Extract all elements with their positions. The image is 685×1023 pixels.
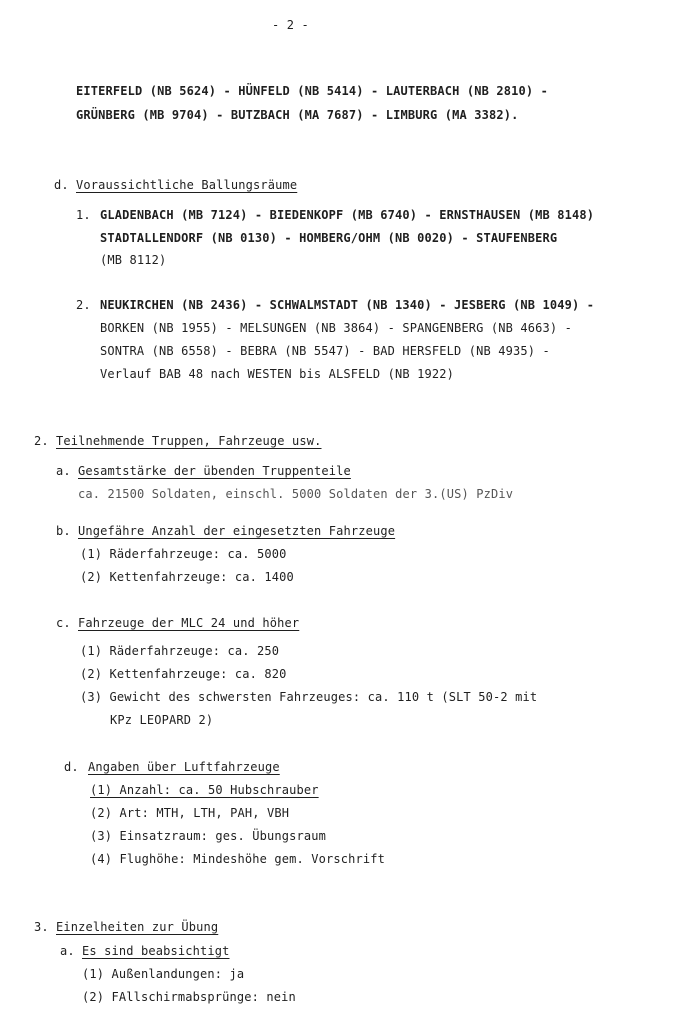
- section-3a-item-1: (1) Außenlandungen: ja: [82, 967, 245, 981]
- route-line-1: EITERFELD (NB 5624) - HÜNFELD (NB 5414) - LAUTERBACH (NB 2810) -: [76, 84, 548, 98]
- section-d-item1-line-3: (MB 8112): [100, 253, 167, 267]
- section-d-item2-line-3: SONTRA (NB 6558) - BEBRA (NB 5547) - BAD HERSFELD (NB 4935) -: [100, 344, 550, 358]
- section-2c-item-1: (1) Räderfahrzeuge: ca. 250: [80, 644, 280, 658]
- section-2c-item-3-cont: KPz LEOPARD 2): [110, 713, 214, 727]
- section-3a-heading: Es sind beabsichtigt: [82, 944, 230, 958]
- section-d-item1-line-2: STADTALLENDORF (NB 0130) - HOMBERG/OHM (NB 0020) - STAUFENBERG: [100, 231, 558, 245]
- section-2b-item-1: (1) Räderfahrzeuge: ca. 5000: [80, 547, 287, 561]
- section-2c-label: c.: [56, 616, 71, 630]
- section-d-item2-line-1: NEUKIRCHEN (NB 2436) - SCHWALMSTADT (NB 1340) - JESBERG (NB 1049) -: [100, 298, 595, 312]
- section-2-heading: Teilnehmende Truppen, Fahrzeuge usw.: [56, 434, 322, 448]
- section-d-item2-line-2: BORKEN (NB 1955) - MELSUNGEN (NB 3864) - SPANGENBERG (NB 4663) -: [100, 321, 572, 335]
- route-line-2: GRÜNBERG (MB 9704) - BUTZBACH (MA 7687) - LIMBURG (MA 3382).: [76, 108, 519, 122]
- section-2a-heading: Gesamtstärke der übenden Truppenteile: [78, 464, 351, 478]
- section-2d-heading: Angaben über Luftfahrzeuge: [88, 760, 280, 774]
- section-d-heading: Voraussichtliche Ballungsräume: [76, 178, 298, 192]
- section-2a-label: a.: [56, 464, 71, 478]
- section-2b-heading: Ungefähre Anzahl der eingesetzten Fahrzeuge: [78, 524, 396, 538]
- section-2d-label: d.: [64, 760, 79, 774]
- page-number: - 2 -: [272, 18, 309, 32]
- section-d-item1-number: 1.: [76, 208, 91, 222]
- section-3a-label: a.: [60, 944, 75, 958]
- section-d-item2-line-4: Verlauf BAB 48 nach WESTEN bis ALSFELD (NB 1922): [100, 367, 454, 381]
- section-d-label: d.: [54, 178, 69, 192]
- section-2c-heading: Fahrzeuge der MLC 24 und höher: [78, 616, 300, 630]
- section-2d-item-3: (3) Einsatzraum: ges. Übungsraum: [90, 829, 326, 843]
- section-2c-item-3: (3) Gewicht des schwersten Fahrzeuges: ca. 110 t (SLT 50-2 mit: [80, 690, 538, 704]
- section-2d-item-4: (4) Flughöhe: Mindeshöhe gem. Vorschrift: [90, 852, 385, 866]
- section-3a-item-2: (2) FAllschirmabsprünge: nein: [82, 990, 296, 1004]
- section-3-heading: Einzelheiten zur Übung: [56, 920, 219, 934]
- section-d-item1-line-1: GLADENBACH (MB 7124) - BIEDENKOPF (MB 6740) - ERNSTHAUSEN (MB 8148): [100, 208, 595, 222]
- section-2a-text: ca. 21500 Soldaten, einschl. 5000 Soldaten der 3.(US) PzDiv: [78, 487, 514, 501]
- section-2d-item-1: (1) Anzahl: ca. 50 Hubschrauber: [90, 783, 319, 797]
- section-3-number: 3.: [34, 920, 49, 934]
- section-2b-item-2: (2) Kettenfahrzeuge: ca. 1400: [80, 570, 294, 584]
- section-2d-item-2: (2) Art: MTH, LTH, PAH, VBH: [90, 806, 290, 820]
- section-d-item2-number: 2.: [76, 298, 91, 312]
- section-2-number: 2.: [34, 434, 49, 448]
- section-2c-item-2: (2) Kettenfahrzeuge: ca. 820: [80, 667, 287, 681]
- section-2b-label: b.: [56, 524, 71, 538]
